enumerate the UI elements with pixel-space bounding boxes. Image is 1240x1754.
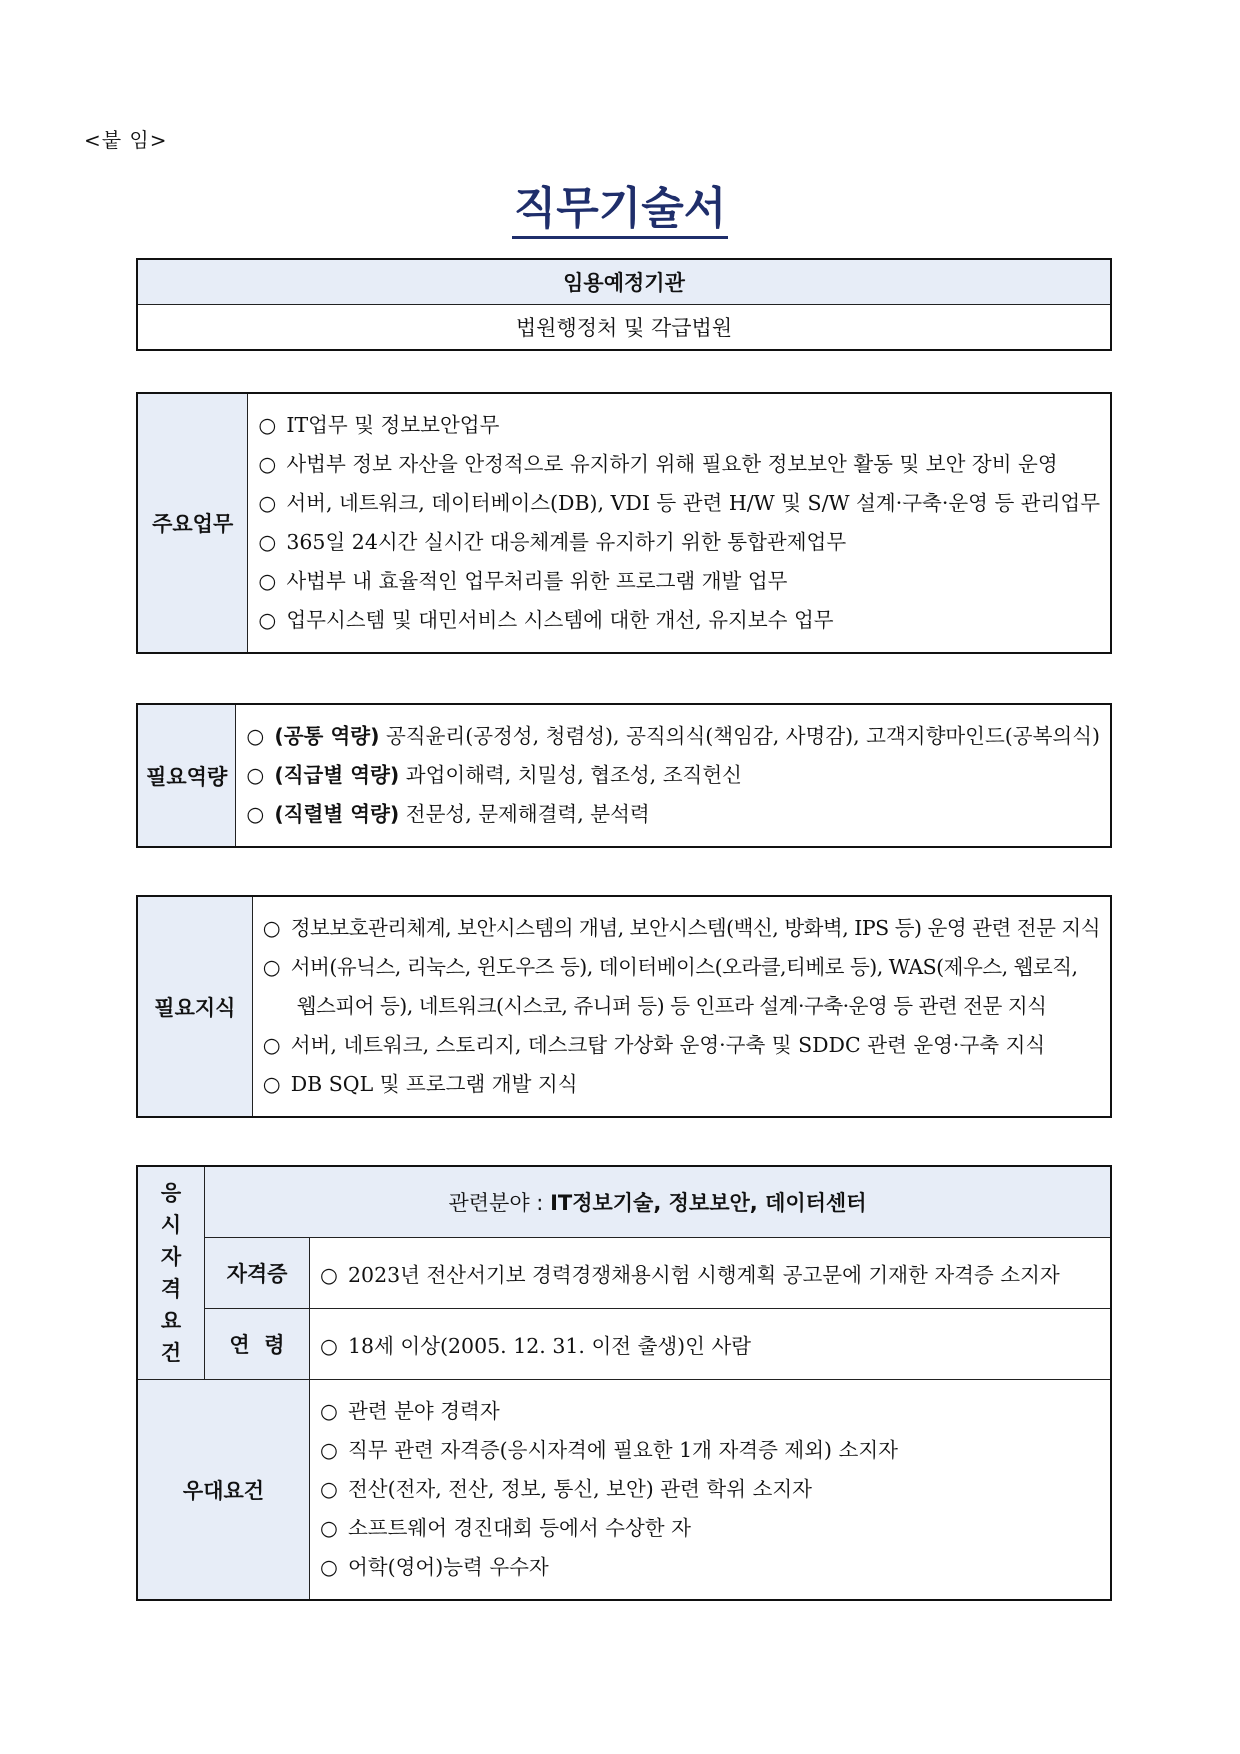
page-title-text: 직무기술서 <box>512 183 729 239</box>
age-label: 연 령 <box>205 1309 310 1380</box>
list-item: ○ (직렬별 역량) 전문성, 문제해결력, 분석력 <box>246 795 1100 834</box>
related-field: 관련분야 : IT정보기술, 정보보안, 데이터센터 <box>205 1166 1112 1238</box>
age-content: ○ 18세 이상(2005. 12. 31. 이전 출생)인 사람 <box>310 1309 1112 1380</box>
duties-table <box>136 392 1112 654</box>
list-item: ○ 서버, 네트워크, 데이터베이스(DB), VDI 등 관련 H/W 및 S/W 설계·구축·운영 등 관리업무 <box>258 484 1100 523</box>
bullet-icon: ○ <box>320 1555 338 1579</box>
list-item: ○ 업무시스템 및 대민서비스 시스템에 대한 개선, 유지보수 업무 <box>258 601 1100 640</box>
qualifications-vertical-label: 응 시 자 격 요 건 <box>137 1166 205 1380</box>
list-item-continuation: 웹스피어 등), 네트워크(시스코, 쥬니퍼 등) 등 인프라 설계·구축·운영 등 관련 전문 지식 <box>296 994 1047 1018</box>
bullet-icon: ○ <box>258 569 277 593</box>
list-item: ○ 직무 관련 자격증(응시자격에 필요한 1개 자격증 제외) 소지자 <box>320 1431 1100 1470</box>
certificate-content: ○ 2023년 전산서기보 경력경쟁채용시험 시행계획 공고문에 기재한 자격증 소지자 <box>310 1238 1112 1309</box>
list-item: ○ 사법부 내 효율적인 업무처리를 위한 프로그램 개발 업무 <box>258 562 1100 601</box>
preferences-label: 우대요건 <box>137 1380 310 1601</box>
list-item: ○ (공통 역량) 공직윤리(공정성, 청렴성), 공직의식(책임감, 사명감), 고객지향마인드(공복의식) <box>246 717 1100 756</box>
list-item: ○ 서버(유닉스, 리눅스, 윈도우즈 등), 데이터베이스(오라클,티베로 등), WAS(제우스, 웹로직, <box>263 948 1100 987</box>
bullet-icon: ○ <box>246 763 265 787</box>
competencies-content <box>236 704 1111 847</box>
duties-content <box>248 393 1111 653</box>
list-item: ○ 어학(영어)능력 우수자 <box>320 1548 1100 1587</box>
page-title <box>0 172 1240 236</box>
list-item: ○ DB SQL 및 프로그램 개발 지식 <box>263 1065 1100 1104</box>
bullet-icon: ○ <box>320 1477 338 1501</box>
certificate-label: 자격증 <box>205 1238 310 1309</box>
duties-label: 주요업무 <box>137 393 248 653</box>
bullet-icon: ○ <box>258 491 277 515</box>
list-item: ○ 365일 24시간 실시간 대응체계를 유지하기 위한 통합관제업무 <box>258 523 1100 562</box>
agency-header: 임용예정기관 <box>137 259 1111 305</box>
list-item: ○ 소프트웨어 경진대회 등에서 수상한 자 <box>320 1509 1100 1548</box>
list-item: ○ IT업무 및 정보보안업무 <box>258 406 1100 445</box>
bullet-icon: ○ <box>320 1516 338 1540</box>
knowledge-content <box>252 896 1111 1117</box>
bullet-icon: ○ <box>262 1033 281 1057</box>
bullet-icon: ○ <box>258 608 277 632</box>
agency-value: 법원행정처 및 각급법원 <box>137 305 1111 351</box>
competencies-table <box>136 703 1112 848</box>
list-item: ○ 관련 분야 경력자 <box>320 1392 1100 1431</box>
bullet-icon: ○ <box>320 1334 338 1358</box>
list-item: ○ 전산(전자, 전산, 정보, 통신, 보안) 관련 학위 소지자 <box>320 1470 1100 1509</box>
preferences-content <box>310 1380 1112 1601</box>
bullet-icon: ○ <box>258 413 277 437</box>
attachment-label: <붙 임> <box>84 128 168 152</box>
bullet-icon: ○ <box>262 955 281 979</box>
list-item: ○ 정보보호관리체계, 보안시스템의 개념, 보안시스템(백신, 방화벽, IPS 등) 운영 관련 전문 지식 <box>263 909 1100 948</box>
competencies-label: 필요역량 <box>137 704 236 847</box>
bullet-icon: ○ <box>262 916 281 940</box>
qualifications-table <box>136 1165 1112 1601</box>
list-item: ○ 서버, 네트워크, 스토리지, 데스크탑 가상화 운영·구축 및 SDDC 관련 운영·구축 지식 <box>263 1026 1100 1065</box>
bullet-icon: ○ <box>320 1399 338 1423</box>
bullet-icon: ○ <box>246 802 265 826</box>
agency-table <box>136 258 1112 351</box>
bullet-icon: ○ <box>262 1072 281 1096</box>
knowledge-label: 필요지식 <box>137 896 252 1117</box>
bullet-icon: ○ <box>246 724 265 748</box>
bullet-icon: ○ <box>320 1438 338 1462</box>
knowledge-table <box>136 895 1112 1118</box>
list-item: ○ 사법부 정보 자산을 안정적으로 유지하기 위해 필요한 정보보안 활동 및 보안 장비 운영 <box>258 445 1100 484</box>
list-item: ○ (직급별 역량) 과업이해력, 치밀성, 협조성, 조직헌신 <box>246 756 1100 795</box>
bullet-icon: ○ <box>258 452 277 476</box>
bullet-icon: ○ <box>320 1263 338 1287</box>
bullet-icon: ○ <box>258 530 277 554</box>
